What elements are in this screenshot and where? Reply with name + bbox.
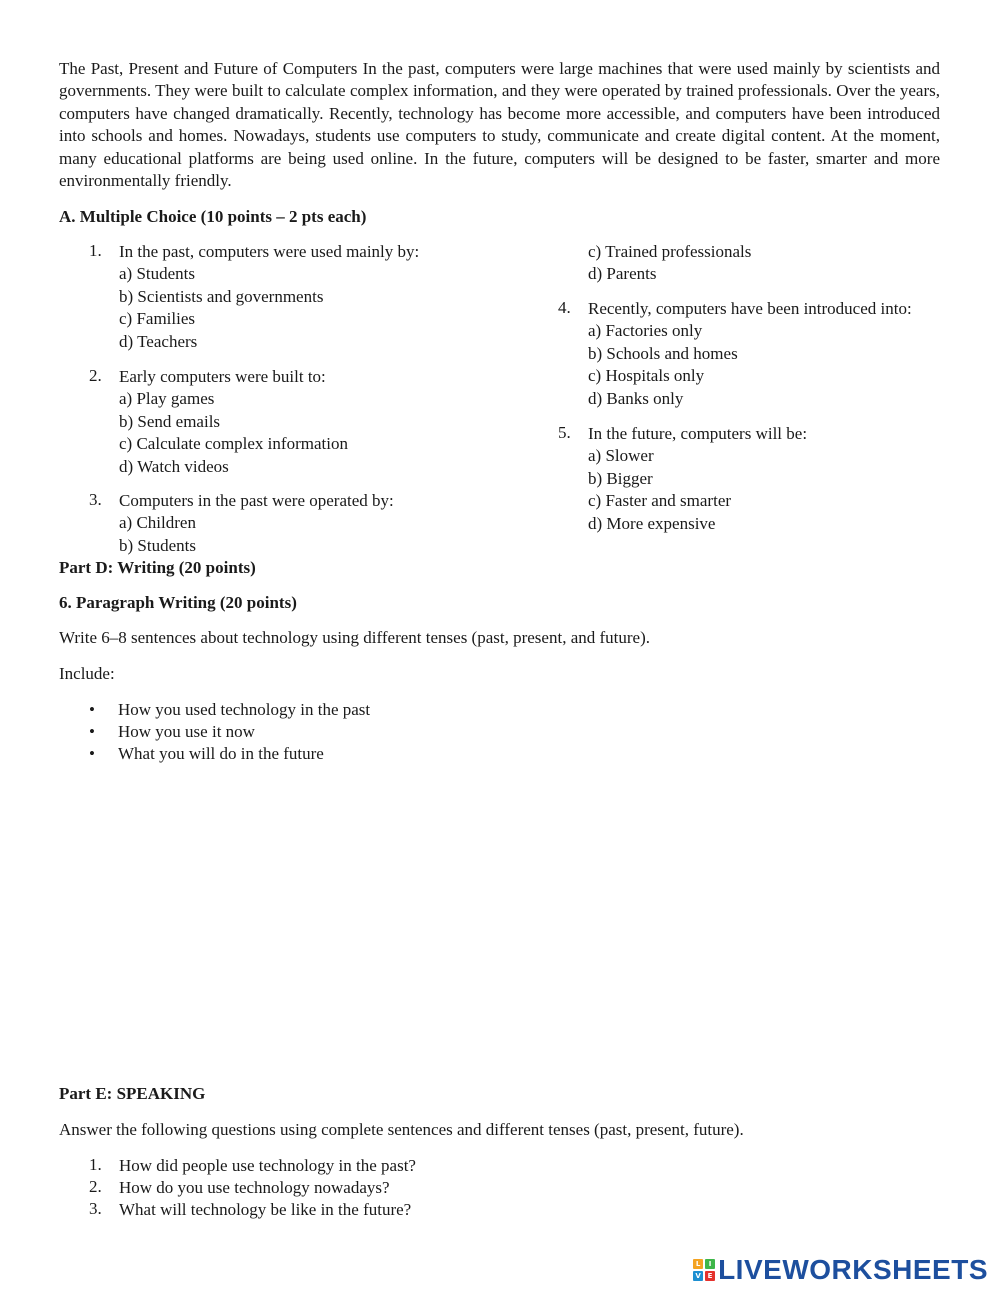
option-b: b) Bigger bbox=[588, 468, 653, 488]
question-number: 1. bbox=[89, 1155, 102, 1174]
logo-text: LIVEWORKSHEETS bbox=[718, 1254, 988, 1285]
logo-tile: I bbox=[705, 1259, 715, 1269]
include-label: Include: bbox=[59, 664, 115, 683]
logo-tile: L bbox=[693, 1259, 703, 1269]
bullet-text: How you used technology in the past bbox=[118, 700, 371, 719]
question-text: Recently, computers have been introduced into: bbox=[588, 299, 912, 318]
part-d-subtitle: 6. Paragraph Writing (20 points) bbox=[59, 593, 297, 612]
question-number: 5. bbox=[558, 423, 571, 442]
option-d: d) Banks only bbox=[588, 388, 684, 408]
question-text: In the past, computers were used mainly by: bbox=[119, 242, 420, 261]
option-c: c) Calculate complex information bbox=[119, 434, 348, 454]
option-b: b) Send emails bbox=[119, 411, 221, 431]
bullet-text: What you will do in the future bbox=[118, 744, 324, 763]
question-text: In the future, computers will be: bbox=[588, 424, 808, 443]
question-text: How did people use technology in the past? bbox=[119, 1156, 416, 1175]
question-number: 2. bbox=[89, 1177, 102, 1196]
question-text: Computers in the past were operated by: bbox=[119, 491, 394, 510]
option-a: a) Play games bbox=[119, 389, 215, 409]
question-number: 2. bbox=[89, 366, 102, 385]
section-a-title: A. Multiple Choice (10 points – 2 pts each) bbox=[59, 207, 367, 226]
logo-tile: V bbox=[693, 1271, 703, 1281]
option-c: c) Faster and smarter bbox=[588, 491, 732, 511]
question-number: 3. bbox=[89, 490, 102, 509]
option-d: d) Watch videos bbox=[119, 456, 229, 476]
option-b: b) Schools and homes bbox=[588, 343, 738, 363]
question-number: 1. bbox=[89, 241, 102, 260]
part-e-instruction: Answer the following questions using complete sentences and different tenses (past, present, future). bbox=[59, 1120, 744, 1139]
option-a: a) Factories only bbox=[588, 321, 703, 341]
question-text: Early computers were built to: bbox=[119, 367, 326, 386]
liveworksheets-logo[interactable] bbox=[693, 1255, 988, 1285]
option-d: d) More expensive bbox=[588, 513, 716, 533]
option-c: c) Hospitals only bbox=[588, 366, 705, 386]
part-d-instruction: Write 6–8 sentences about technology using different tenses (past, present, and future). bbox=[59, 628, 650, 647]
question-text: What will technology be like in the future? bbox=[119, 1200, 412, 1219]
bullet-icon: • bbox=[89, 700, 95, 719]
logo-icon bbox=[693, 1259, 715, 1281]
option-c: c) Trained professionals bbox=[588, 242, 752, 261]
option-a: a) Slower bbox=[588, 446, 654, 466]
option-d: d) Teachers bbox=[119, 331, 198, 351]
option-a: a) Children bbox=[119, 513, 196, 533]
logo-tile: E bbox=[705, 1271, 715, 1281]
option-b: b) Scientists and governments bbox=[119, 286, 324, 306]
part-e-title: Part E: SPEAKING bbox=[59, 1084, 206, 1103]
option-a: a) Students bbox=[119, 264, 196, 284]
part-d-title: Part D: Writing (20 points) bbox=[59, 558, 256, 577]
bullet-icon: • bbox=[89, 744, 95, 763]
question-text: How do you use technology nowadays? bbox=[119, 1178, 390, 1197]
intro-paragraph: The Past, Present and Future of Computers In the past, computers were large machines that were used mainly by scientists and governments. They were built to calculate complex information, and they were operated by trained professionals. Over the years, computers have changed dramatically. Recently, technology has become more accessible, and computers have been introduced into schools and homes. Nowadays, students use computers to study, communicate and create digital content. At the moment, many educational platforms are being used online. In the future, computers will be designed to be faster, smarter and more environmentally friendly. bbox=[59, 59, 940, 191]
question-number: 4. bbox=[558, 298, 571, 317]
option-b: b) Students bbox=[119, 535, 196, 555]
question-number: 3. bbox=[89, 1199, 102, 1218]
option-d: d) Parents bbox=[588, 264, 657, 284]
option-c: c) Families bbox=[119, 309, 196, 329]
bullet-icon: • bbox=[89, 722, 95, 741]
bullet-text: How you use it now bbox=[118, 722, 255, 741]
